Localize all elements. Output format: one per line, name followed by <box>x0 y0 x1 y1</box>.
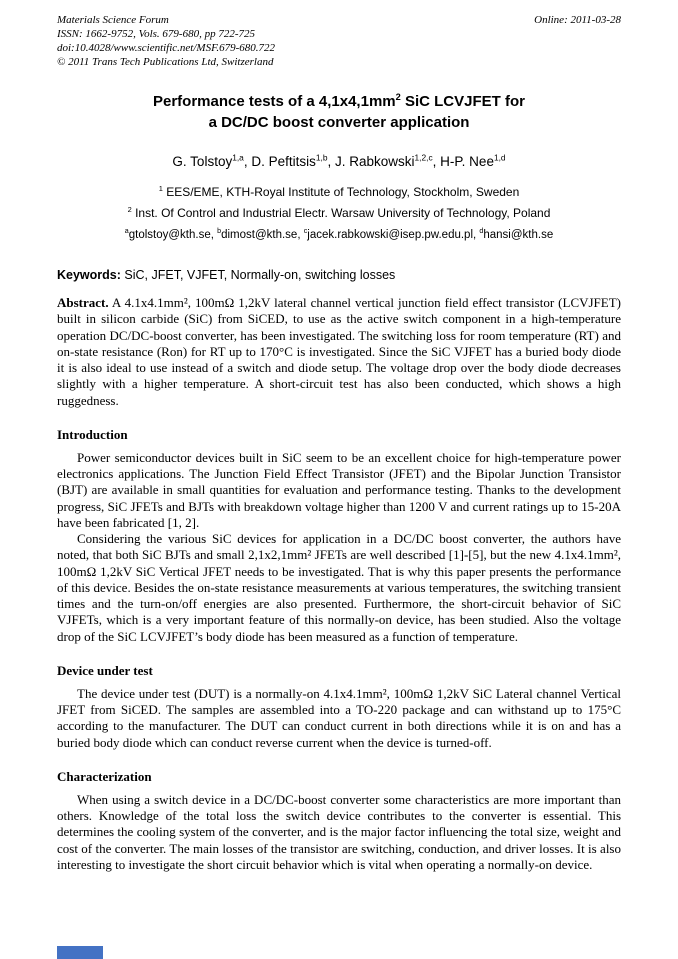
doi-line: doi:10.4028/www.scientific.net/MSF.679-680.722 <box>57 42 276 55</box>
abstract <box>57 295 621 409</box>
issn-line: ISSN: 1662-9752, Vols. 679-680, pp 722-725 <box>57 28 255 41</box>
abstract-text: A 4.1x4.1mm², 100mΩ 1,2kV lateral channel vertical junction field effect transistor (LCVJFET) built in silicon carbide (SiC) from SiCED, to use as the active switch component in a high-temperature operation DC/DC-boost converter, has been investigated. The switching loss for room temperature (RT) and on-state resistance (Ron) for RT up to 170°C is investigated. Since the SiC VJFET has a buried body diode it is also ideal to use instead of a switch and diode setup. The voltage drop over the body diode decreases slightly with a higher temperature. A short-circuit test has also been conducted, which shows a high ruggedness. <box>57 295 621 408</box>
email-address: jacek.rabkowski@isep.pw.edu.pl <box>307 229 474 242</box>
email-superscript: c <box>303 227 308 236</box>
section-heading: Introduction <box>57 426 128 442</box>
author-name: D. Peftitsis <box>251 154 316 170</box>
email-address: hansi@kth.se <box>483 229 554 242</box>
author-superscript: 1,b <box>315 152 328 163</box>
author-superscript: 1,a <box>232 152 244 163</box>
footer-blue-bar <box>57 946 103 959</box>
affiliation-superscript: 1 <box>158 183 163 193</box>
affiliations <box>57 185 621 222</box>
online-date: Online: 2011-03-28 <box>534 14 621 26</box>
author-name: G. Tolstoy <box>172 154 233 170</box>
section-heading: Device under test <box>57 662 153 678</box>
email-address: dimost@kth.se <box>221 229 298 242</box>
email-superscript: b <box>217 227 222 236</box>
affiliation-line: $^1$ EES/EME, KTH-Royal Institute of Technology, Stockholm, Sweden <box>158 183 520 199</box>
sections <box>57 427 621 873</box>
email-superscript: a <box>124 227 129 236</box>
body-paragraph: Considering the various SiC devices for application in a DC/DC boost converter, the authors have noted, that both SiC BJTs and small 2,1x2,1mm² JFETs are well described [1]-[5], but the new 4.1x4.1mm², 100mΩ 1,2kV SiC Vertical JFET needs to be investigated. That is why this paper presents the performance of this device. Besides the on-state resistance measurements at various temperatures, the switching transient times and the turn-on/off energies are also presented. Furthermore, the short-circuit behavior of SiC VJFETs, which is a very important feature of this normally-on device, has been studied. Also the voltage drop of the SiC LCVJFET’s body diode has been measured as a function of temperature. <box>57 531 621 644</box>
copyright-line: © 2011 Trans Tech Publications Ltd, Switzerland <box>57 56 274 69</box>
paper-title <box>57 91 621 133</box>
section-heading: Characterization <box>57 768 152 784</box>
title-line1-pre: Performance tests of a 4,1x4,1mm <box>153 93 396 111</box>
affiliation-superscript: 2 <box>127 205 132 215</box>
keywords-label: Keywords: <box>57 267 121 282</box>
email-address: gtolstoy@kth.se <box>128 229 211 242</box>
title-line2: a DC/DC boost converter application <box>208 114 470 132</box>
keywords-text: SiC, JFET, VJFET, Normally-on, switching losses <box>120 267 396 282</box>
author-superscript: 1,d <box>493 152 506 163</box>
author-line: G. Tolstoy$^{1,a}$, D. Peftitsis$^{1,b}$, J. Rabkowski$^{1,2,c}$, H-P. Nee$^{1,d}$ <box>172 152 506 170</box>
author-name: H-P. Nee <box>440 154 494 170</box>
body-paragraph: The device under test (DUT) is a normally-on 4.1x4.1mm², 100mΩ 1,2kV SiC Lateral channel Vertical JFET from SiCED. The samples are assembled into a TO-220 package and can withstand up to 175°C according to the manufacturer. The DUT can conduct current in both directions while it is on and has a buried body diode which can conduct reverse current when the device is turned-off. <box>57 685 621 750</box>
title-superscript: 2 <box>395 92 401 103</box>
body-paragraph: Power semiconductor devices built in SiC seem to be an excellent choice for high-temperature power electronics applications. The Junction Field Effect Transistor (JFET) and the Bipolar Junction Transistor (BJT) are available in small quantities for evaluation and performance testing. Thanks to the development progress, SiC JFETs and BJTs with breakdown voltage higher than 1200 V and current ratings up to 15-20A have been fabricated [1, 2]. <box>57 449 621 530</box>
keywords-line <box>57 267 621 283</box>
author-superscript: 1,2,c <box>414 152 433 163</box>
author-name: J. Rabkowski <box>335 154 415 170</box>
abstract-label: Abstract. <box>57 295 109 311</box>
author-emails: $^a$gtolstoy@kth.se, $^b$dimost@kth.se, $^c$jacek.rabkowski@isep.pw.edu.pl, $^d$hansi@kth.se <box>124 227 554 242</box>
email-superscript: d <box>479 227 484 236</box>
title-line1-post: SiC LCVJFET for <box>400 93 525 111</box>
body-paragraph: When using a switch device in a DC/DC-boost converter some characteristics are more important than others. Knowledge of the total loss the switch device contributes to the converter is essential. This determines the cooling system of the converter, and is the major factor influencing the total size, weight and cost of the converter. The main losses of the transistor are switching, conduction, and driver losses. It is also interesting to investigate the short circuit behavior which is vital when operating a normally-on device. <box>57 791 621 872</box>
journal-header <box>57 13 621 69</box>
journal-name: Materials Science Forum <box>57 14 169 26</box>
affiliation-line: $^2$ Inst. Of Control and Industrial Electr. Warsaw University of Technology, Poland <box>127 205 551 221</box>
